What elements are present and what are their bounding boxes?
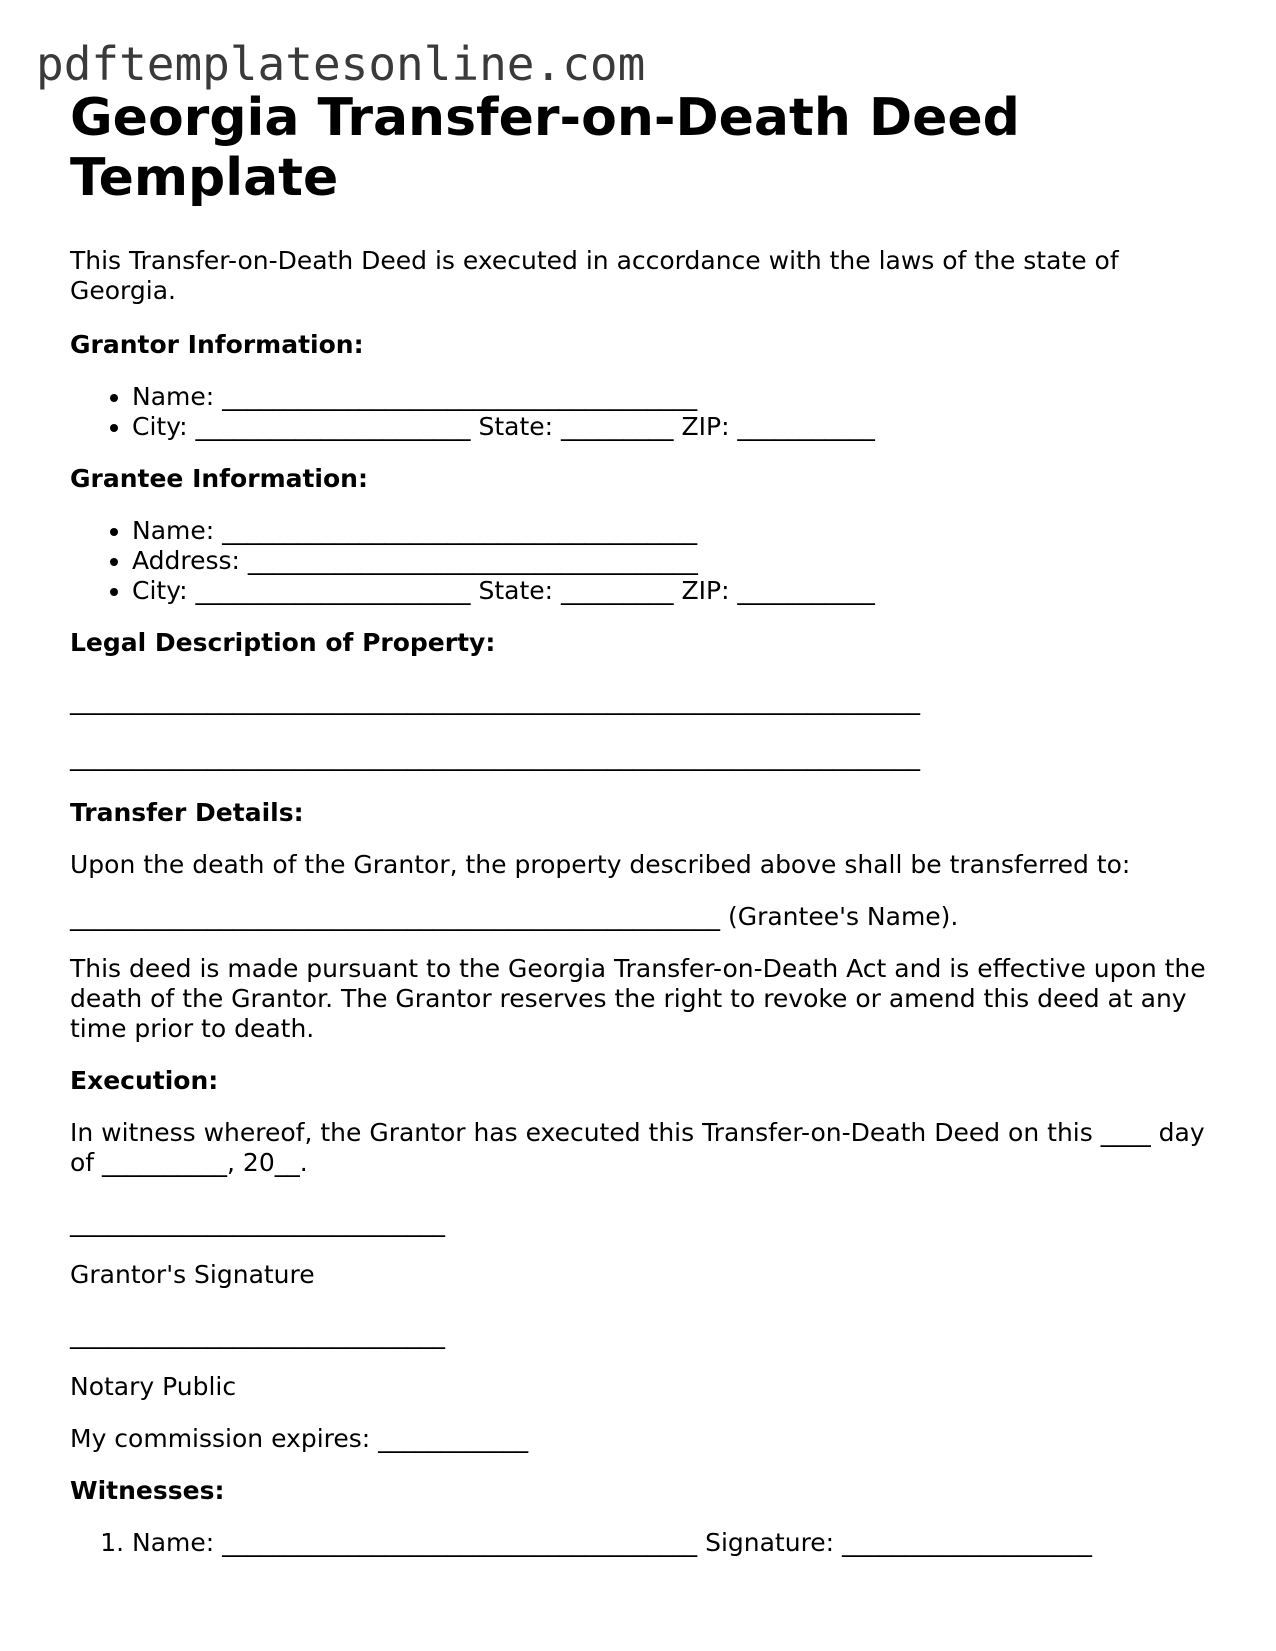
notary-signature-line[interactable]: ______________________________ (70, 1320, 445, 1349)
witness-1-field[interactable]: 1. Name: ______________________________________ Signature: ____________________ (132, 1528, 1220, 1558)
witnesses-list (70, 1528, 1220, 1558)
grantee-list (70, 516, 1220, 606)
transfer-text: Upon the death of the Grantor, the property described above shall be transferred to: (70, 850, 1131, 879)
grantor-name-field[interactable]: • Name: ______________________________________ (132, 382, 1220, 412)
page-title: Georgia Transfer-on-Death Deed Template (70, 88, 1020, 208)
grantee-address-field[interactable]: • Address: ____________________________________ (132, 546, 1220, 576)
intro-text: This Transfer-on-Death Deed is executed in accordance with the laws of the state of Georgia. (70, 246, 1119, 305)
grantor-city-field[interactable]: • City: ______________________ State: _________ ZIP: ___________ (132, 412, 1220, 442)
grantor-heading: Grantor Information: (70, 330, 364, 359)
execution-heading: Execution: (70, 1066, 219, 1095)
grantee-heading: Grantee Information: (70, 464, 368, 493)
execution-text: In witness whereof, the Grantor has executed this Transfer-on-Death Deed on this ____ day of __________, 20__. (70, 1118, 1205, 1177)
watermark: pdftemplatesonline.com (36, 37, 646, 91)
grantor-list (70, 382, 1220, 442)
transfer-legal-text: This deed is made pursuant to the Georgia Transfer-on-Death Act and is effective upon the death of the Grantor. The Grantor reserves the right to revoke or amend this deed at any time prior to death. (70, 954, 1206, 1043)
grantor-signature-line[interactable]: ______________________________ (70, 1208, 445, 1237)
notary-public-label: Notary Public (70, 1372, 237, 1401)
document-body (70, 88, 1220, 1558)
transfer-details-heading: Transfer Details: (70, 798, 304, 827)
legal-description-heading: Legal Description of Property: (70, 628, 496, 657)
grantor-signature-label: Grantor's Signature (70, 1260, 315, 1289)
legal-description-line-1[interactable]: ____________________________________________________________________ (70, 686, 920, 715)
witnesses-heading: Witnesses: (70, 1476, 225, 1505)
legal-description-line-2[interactable]: ____________________________________________________________________ (70, 742, 920, 771)
commission-expires-field[interactable]: My commission expires: ____________ (70, 1424, 529, 1453)
grantee-name-field[interactable]: • Name: ______________________________________ (132, 516, 1220, 546)
grantee-city-field[interactable]: • City: ______________________ State: _________ ZIP: ___________ (132, 576, 1220, 606)
transfer-grantee-field[interactable]: ____________________________________________________ (Grantee's Name). (70, 902, 959, 931)
